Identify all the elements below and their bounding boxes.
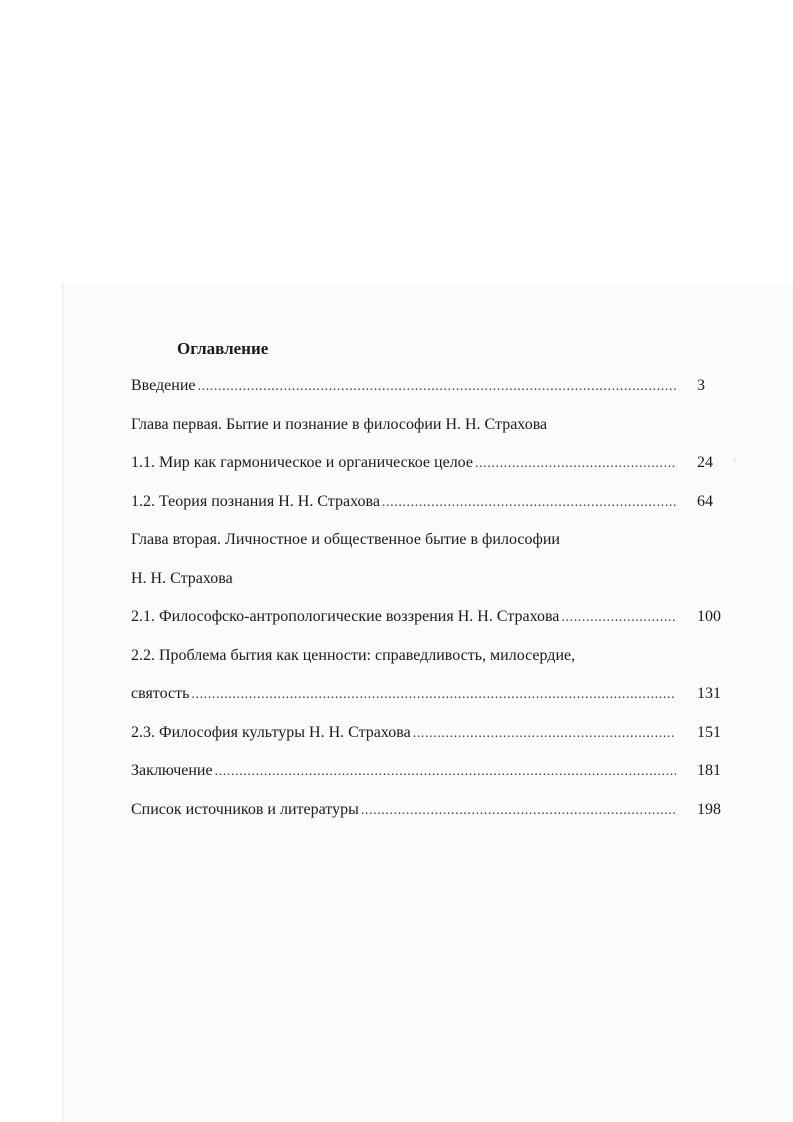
toc-entry-title: 1.1. Мир как гармоническое и органическое целое — [131, 454, 473, 471]
scan-edge — [62, 283, 64, 1122]
dot-leader — [198, 377, 677, 397]
toc-entry-introduction — [131, 376, 731, 415]
toc-entry-title: Введение — [131, 377, 196, 394]
toc-entry-page: 131 — [697, 685, 721, 702]
dot-leader — [361, 801, 676, 821]
toc-chapter-one — [131, 415, 731, 454]
dot-leader — [382, 493, 676, 513]
dot-leader — [413, 724, 676, 744]
toc-entry-1-1 — [131, 453, 731, 492]
toc-entry-title: святость — [131, 685, 190, 702]
toc-entry-title: 2.2. Проблема бытия как ценности: справедливость, милосердие, — [131, 646, 576, 664]
toc-entry-bibliography — [131, 800, 731, 839]
toc-entry-conclusion — [131, 761, 731, 800]
toc-entry-2-2-continued — [131, 684, 731, 723]
toc-heading: Оглавление — [177, 339, 269, 358]
toc-entry-title: Заключение — [131, 762, 213, 779]
toc-chapter-two-continued — [131, 569, 731, 608]
dot-leader — [191, 685, 676, 705]
toc-entry-title: Список источников и литературы — [131, 800, 359, 818]
toc-entry-title: Глава первая. Бытие и познание в философии Н. Н. Страхова — [131, 415, 548, 433]
dot-leader — [475, 454, 676, 474]
dot-leader — [561, 608, 676, 628]
toc-entry-title: 2.1. Философско-антропологические воззрения Н. Н. Страхова — [131, 608, 560, 625]
toc-entry-page: 24 — [697, 454, 713, 471]
toc-entry-page: 151 — [697, 723, 721, 741]
toc-entry-page: 181 — [697, 762, 721, 779]
dot-leader — [215, 762, 676, 782]
toc-entry-title: Н. Н. Страхова — [131, 569, 233, 587]
toc-entry-title: Глава вторая. Личностное и общественное бытие в философии — [131, 531, 560, 548]
toc-chapter-two — [131, 530, 731, 569]
toc-entry-page: 100 — [697, 608, 721, 625]
toc-entry-1-2 — [131, 492, 731, 531]
scan-artifact: › — [733, 455, 736, 465]
table-of-contents — [131, 376, 731, 838]
toc-entry-title: 2.3. Философия культуры Н. Н. Страхова — [131, 723, 411, 741]
toc-entry-page: 64 — [697, 492, 713, 510]
toc-entry-title: 1.2. Теория познания Н. Н. Страхова — [131, 492, 380, 510]
toc-entry-page: 3 — [697, 377, 705, 394]
toc-entry-2-3 — [131, 723, 731, 762]
toc-entry-page: 198 — [697, 800, 721, 818]
toc-entry-2-2 — [131, 646, 731, 685]
toc-entry-2-1 — [131, 607, 731, 646]
